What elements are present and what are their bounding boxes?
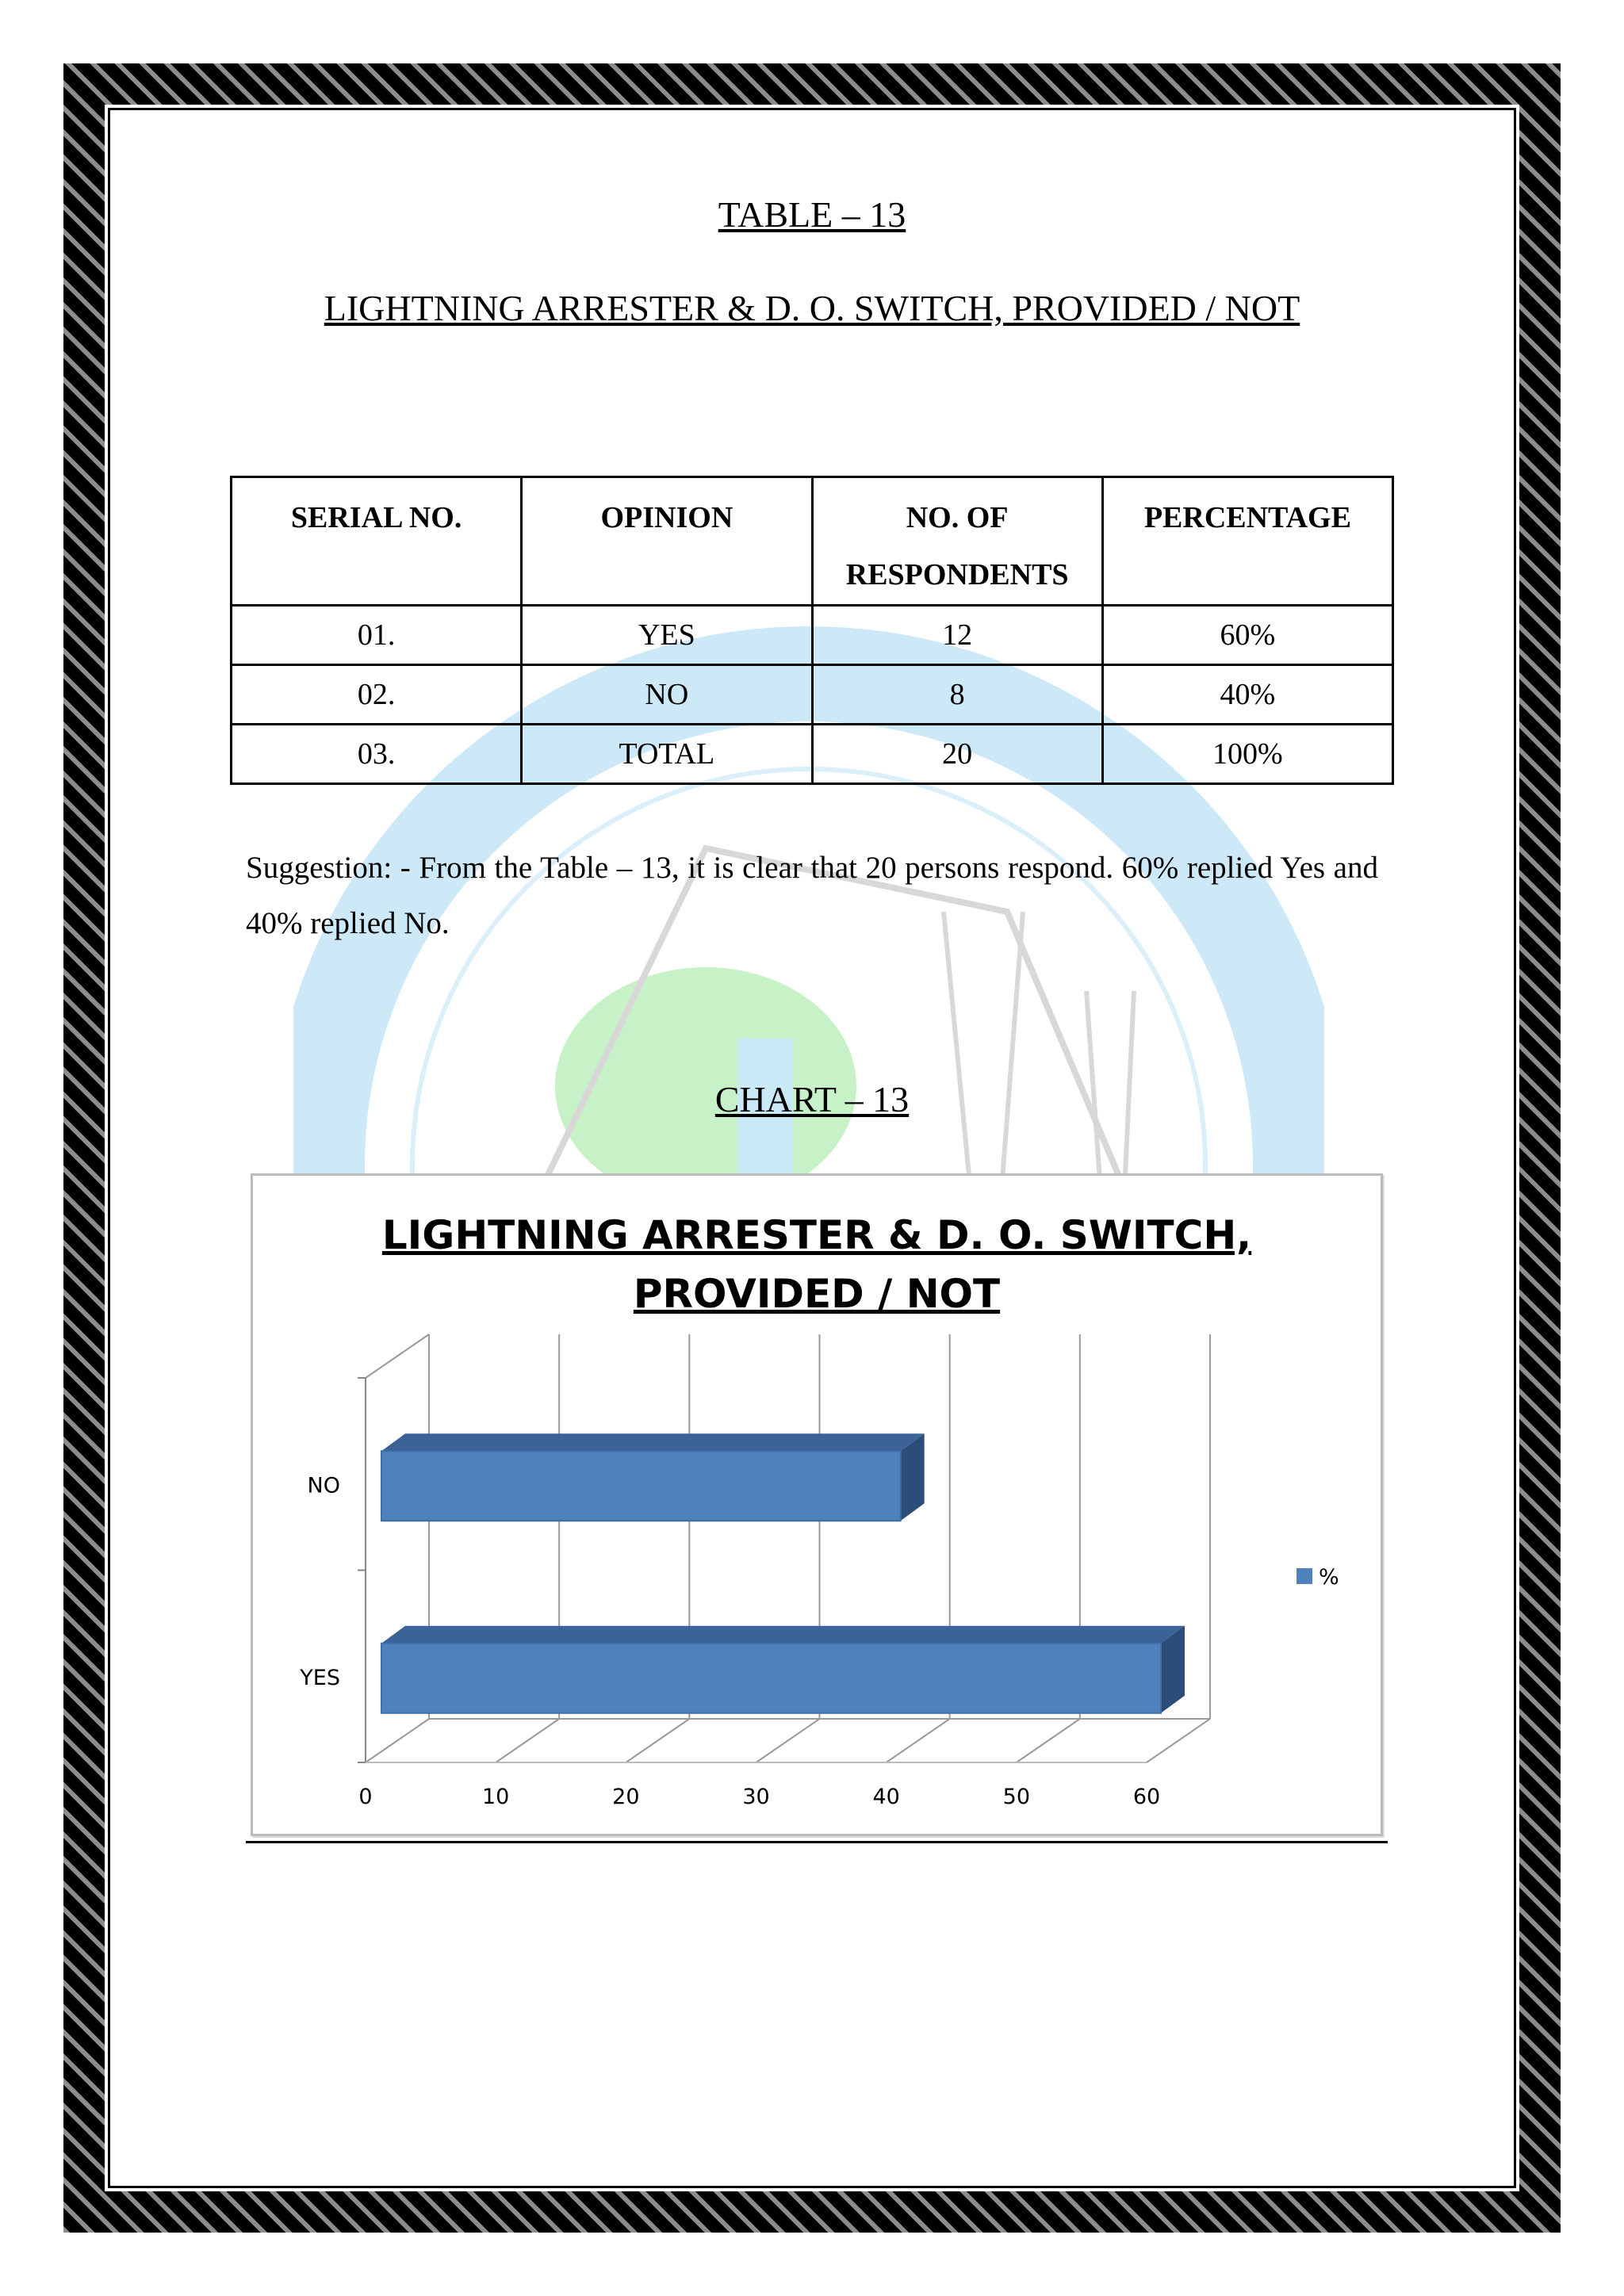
border-inner-line	[108, 108, 1516, 2188]
floor-gridline	[887, 1719, 950, 1762]
cell-serial: 03.	[232, 725, 522, 784]
chart-title-line-2: PROVIDED / NOT	[633, 1271, 1001, 1317]
x-tick-label: 30	[742, 1785, 770, 1809]
bar-no	[381, 1451, 901, 1521]
table-row	[232, 725, 1393, 784]
chart-underline	[246, 1841, 1388, 1843]
x-tick-label: 40	[872, 1785, 900, 1809]
header-serial-no: SERIAL NO.	[232, 477, 522, 606]
floor-gridline	[366, 1719, 429, 1762]
bar-chart	[251, 1173, 1383, 1836]
x-tick-label: 0	[358, 1785, 373, 1809]
cell-serial: 02.	[232, 665, 522, 725]
cell-respondents: 8	[812, 665, 1102, 725]
header-percentage: PERCENTAGE	[1102, 477, 1392, 606]
header-no-of-respondents: NO. OF RESPONDENTS	[812, 477, 1102, 606]
y-category-label: NO	[307, 1473, 340, 1498]
floor-gridline	[496, 1719, 559, 1762]
header-opinion: OPINION	[522, 477, 812, 606]
table-row	[232, 665, 1393, 725]
bar-top	[381, 1433, 925, 1451]
cell-respondents: 20	[812, 725, 1102, 784]
cell-percentage: 100%	[1102, 725, 1392, 784]
bar-top	[381, 1626, 1185, 1644]
cell-respondents: 12	[812, 606, 1102, 665]
chart-heading: CHART – 13	[714, 1079, 910, 1119]
floor-gridline	[756, 1719, 820, 1762]
cell-serial: 01.	[232, 606, 522, 665]
cell-opinion: TOTAL	[522, 725, 812, 784]
chart-title-line-1: LIGHTNING ARRESTER & D. O. SWITCH,	[381, 1212, 1252, 1258]
floor-gridline	[1147, 1719, 1210, 1762]
side-wall-top	[366, 1334, 429, 1378]
table-row	[232, 606, 1393, 665]
x-tick-label: 10	[481, 1785, 510, 1809]
cell-percentage: 40%	[1102, 665, 1392, 725]
cell-opinion: NO	[522, 665, 812, 725]
bar-chart-plot	[253, 1176, 1385, 1839]
x-tick-label: 50	[1002, 1785, 1031, 1809]
table-header-row	[232, 477, 1393, 606]
bar-yes	[381, 1644, 1161, 1713]
legend-label: %	[1319, 1565, 1339, 1590]
cell-percentage: 60%	[1102, 606, 1392, 665]
x-tick-label: 20	[612, 1785, 640, 1809]
floor-gridline	[626, 1719, 689, 1762]
floor-gridline	[1017, 1719, 1080, 1762]
suggestion-paragraph: Suggestion: - From the Table – 13, it is clear that 20 persons respond. 60% replied Yes and 40% replied No.	[246, 851, 1378, 940]
table-subtitle: LIGHTNING ARRESTER & D. O. SWITCH, PROVIDED / NOT	[324, 288, 1300, 328]
respondents-table	[230, 476, 1394, 785]
x-tick-label: 60	[1132, 1785, 1161, 1809]
cell-opinion: YES	[522, 606, 812, 665]
table-title: TABLE – 13	[718, 194, 906, 235]
legend-swatch	[1297, 1568, 1312, 1584]
y-category-label: YES	[300, 1665, 340, 1690]
